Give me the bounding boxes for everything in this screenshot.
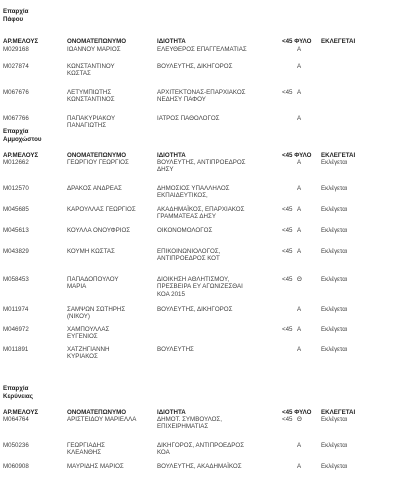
candidate-name-line: ΔΡΑΚΟΣ ΑΝΔΡΕΑΣ	[67, 185, 122, 192]
region-title	[3, 385, 33, 401]
gender: Α	[297, 227, 302, 234]
candidate-name-line: ΧΑΜΠΟΥΛΛΑΣ	[67, 326, 110, 333]
candidate-name-line: ΚΛΕΑΝΘΗΣ	[67, 449, 102, 457]
candidate-name	[67, 46, 157, 53]
member-id: M012662	[3, 159, 29, 166]
under-45-flag: <45	[282, 326, 293, 333]
under-45-flag: <45	[282, 248, 293, 255]
region-title-line: Επαρχία	[3, 128, 29, 135]
member-id: M067676	[3, 89, 29, 96]
occupation-line: ΔΗΣΥ	[157, 166, 174, 174]
occupation	[157, 227, 275, 234]
occupation-header: ΙΔΙΟΤΗΤΑ	[157, 409, 186, 416]
candidate-name	[67, 416, 157, 423]
occupation-line: ΔΙΟΙΚΗΣΗ ΑΘΛΗΤΙΣΜΟΥ,	[157, 276, 230, 283]
elected-status: Εκλέγεται	[321, 185, 348, 192]
occupation-line: ΑΚΑΔΗΜΑΪΚΟΣ, ΕΠΑΡΧΙΑΚΟΣ	[157, 206, 245, 213]
candidate-name-line: (ΝΙΚΟΥ)	[67, 313, 90, 321]
candidate-name-line: ΜΑΡΙΑ	[67, 283, 87, 291]
member-id: M012570	[3, 185, 29, 192]
occupation-header: ΙΔΙΟΤΗΤΑ	[157, 38, 186, 45]
occupation-line: ΑΝΤΙΠΡΟΕΔΡΟΣ ΚΟΤ	[157, 255, 220, 263]
candidate-name-line: ΚΥΡΙΑΚΟΣ	[67, 353, 98, 361]
candidate-name-line: ΣΑΜΨΩΝ ΣΩΤΗΡΗΣ	[67, 306, 126, 313]
candidate-name-line: ΚΩΝΣΤΑΝΤΙΝΟΥ	[67, 63, 115, 70]
gender: Α	[297, 306, 302, 313]
occupation	[157, 89, 275, 104]
name-header: ΟΝΟΜΑΤΕΠΩΝΥΜΟ	[67, 152, 127, 159]
elected-status: Εκλέγεται	[321, 326, 348, 333]
age-gender-header: <45 ΦΥΛΟ	[282, 152, 312, 159]
member-id: M027874	[3, 63, 29, 70]
occupation-line: ΕΠΙΧΕΙΡΗΜΑΤΙΑΣ	[157, 423, 209, 431]
candidate-name	[67, 326, 157, 341]
candidate-name-line: ΑΡΙΣΤΕΙΔΟΥ ΜΑΡΙΕΛΛΑ	[67, 416, 137, 423]
region-title-line: Επαρχία	[3, 8, 29, 15]
candidate-name	[67, 159, 157, 166]
candidate-name-line: ΚΩΣΤΑΣ	[67, 70, 91, 78]
region-title	[3, 128, 41, 144]
occupation-line: ΙΑΤΡΟΣ ΠΑΘΟΛΟΓΟΣ	[157, 115, 220, 122]
region-title-line: Κερύνειας	[3, 392, 33, 400]
gender: Α	[297, 63, 302, 70]
candidate-name	[67, 463, 157, 470]
elected-status: Εκλέγεται	[321, 442, 348, 449]
candidate-name	[67, 206, 157, 213]
candidate-name	[67, 63, 157, 78]
candidate-name-line: ΛΕΤΥΜΠΙΩΤΗΣ	[67, 89, 112, 96]
under-45-flag: <45	[282, 416, 293, 423]
occupation-line: ΝΕΔΗΣΥ ΠΑΦΟΥ	[157, 96, 206, 104]
candidate-name	[67, 306, 157, 321]
occupation-header: ΙΔΙΟΤΗΤΑ	[157, 152, 186, 159]
occupation	[157, 185, 275, 200]
occupation	[157, 463, 275, 470]
gender: Α	[297, 463, 302, 470]
candidate-name	[67, 89, 157, 104]
occupation	[157, 442, 275, 457]
candidate-name	[67, 276, 157, 291]
occupation-line: ΔΗΜΟΣΙΟΣ ΥΠΑΛΛΗΛΟΣ	[157, 185, 230, 192]
elected-status: Εκλέγεται	[321, 276, 348, 283]
member-id-header: ΑΡ.ΜΕΛΟΥΣ	[3, 152, 39, 159]
occupation-line: ΟΙΚΟΝΟΜΟΛΟΓΟΣ	[157, 227, 213, 234]
elected-status: Εκλέγεται	[321, 248, 348, 255]
elected-status: Εκλέγεται	[321, 463, 348, 470]
name-header: ΟΝΟΜΑΤΕΠΩΝΥΜΟ	[67, 38, 127, 45]
region-title	[3, 8, 28, 24]
candidate-name	[67, 442, 157, 457]
candidate-name-line: ΧΑΤΖΗΓΙΑΝΝΗ	[67, 346, 110, 353]
elected-status: Εκλέγεται	[321, 346, 348, 353]
gender: Α	[297, 248, 302, 255]
occupation-line: ΠΡΕΣΒΕΙΡΑ ΕΥ ΑΓΩΝΙΖΕΣΘΑΙ	[157, 283, 243, 291]
candidate-name-line: ΜΑΥΡΙΔΗΣ ΜΑΡΙΟΣ	[67, 463, 124, 470]
occupation-line: ΒΟΥΛΕΥΤΗΣ	[157, 346, 194, 353]
candidate-name	[67, 185, 157, 192]
elected-status: Εκλέγεται	[321, 227, 348, 234]
candidate-name-line: ΚΑΡΟΥΛΛΑΣ ΓΕΩΡΓΙΟΣ	[67, 206, 136, 213]
member-id: M045613	[3, 227, 29, 234]
member-id-header: ΑΡ.ΜΕΛΟΥΣ	[3, 409, 39, 416]
candidate-name	[67, 248, 157, 255]
candidate-name-line: ΙΩΑΝΝΟΥ ΜΑΡΙΟΣ	[67, 46, 121, 53]
member-id: M011974	[3, 306, 29, 313]
member-id-header: ΑΡ.ΜΕΛΟΥΣ	[3, 38, 39, 45]
member-id: M058453	[3, 276, 29, 283]
occupation-line: ΕΚΠΑΙΔΕΥΤΙΚΟΣ,	[157, 192, 208, 200]
candidate-name	[67, 227, 157, 234]
member-id: M060908	[3, 463, 29, 470]
member-id: M067766	[3, 115, 29, 122]
gender: Α	[297, 159, 302, 166]
member-id: M045685	[3, 206, 29, 213]
elected-status: Εκλέγεται	[321, 206, 348, 213]
under-45-flag: <45	[282, 206, 293, 213]
occupation-line: ΒΟΥΛΕΥΤΗΣ, ΔΙΚΗΓΟΡΟΣ	[157, 306, 233, 313]
candidate-name	[67, 346, 157, 361]
gender: Α	[297, 115, 302, 122]
member-id: M050236	[3, 442, 29, 449]
under-45-flag: <45	[282, 276, 293, 283]
under-45-flag: <45	[282, 89, 293, 96]
candidate-name	[67, 115, 157, 130]
elected-header: ΕΚΛΕΓΕΤΑΙ	[321, 38, 356, 45]
region-title-line: Πάφου	[3, 15, 24, 23]
candidate-name-line: ΠΑΠΑΚΥΡΙΑΚΟΥ	[67, 115, 116, 122]
candidate-name-line: ΓΕΩΡΓΙΟΥ ΓΕΩΡΓΙΟΣ	[67, 159, 129, 166]
gender: Α	[297, 326, 302, 333]
occupation	[157, 206, 275, 221]
elected-status: Εκλέγεται	[321, 159, 348, 166]
elected-status: Εκλέγεται	[321, 306, 348, 313]
candidate-name-line: ΠΑΝΑΓΙΩΤΗΣ	[67, 122, 107, 130]
candidate-name-line: ΚΟΥΜΗ ΚΩΣΤΑΣ	[67, 248, 115, 255]
candidate-name-line: ΕΥΓΕΝΙΟΣ	[67, 333, 98, 341]
occupation	[157, 159, 275, 174]
member-id: M011891	[3, 346, 29, 353]
gender: Α	[297, 89, 302, 96]
elected-header: ΕΚΛΕΓΕΤΑΙ	[321, 152, 356, 159]
member-id: M029168	[3, 46, 29, 53]
occupation	[157, 248, 275, 263]
age-gender-header: <45 ΦΥΛΟ	[282, 409, 312, 416]
region-title-line: Αμμοχώστου	[3, 135, 42, 143]
occupation	[157, 416, 275, 431]
occupation-line: ΚΟΑ	[157, 449, 170, 457]
elected-status: Εκλέγεται	[321, 416, 348, 423]
occupation	[157, 63, 275, 70]
occupation-line: ΚΟΑ 2015	[157, 290, 185, 298]
occupation	[157, 46, 275, 53]
elected-header: ΕΚΛΕΓΕΤΑΙ	[321, 409, 356, 416]
candidate-name-line: ΚΟΥΛΛΑ ΟΝΟΥΦΡΙΟΣ	[67, 227, 131, 234]
occupation	[157, 346, 275, 353]
gender: Α	[297, 206, 302, 213]
under-45-flag: <45	[282, 227, 293, 234]
gender: Θ	[297, 276, 302, 283]
candidate-name-line: ΚΩΝΣΤΑΝΤΙΝΟΣ	[67, 96, 115, 104]
age-gender-header: <45 ΦΥΛΟ	[282, 38, 312, 45]
occupation-line: ΔΙΚΗΓΟΡΟΣ, ΑΝΤΙΠΡΟΕΔΡΟΣ	[157, 442, 245, 449]
occupation	[157, 115, 275, 122]
occupation-line: ΒΟΥΛΕΥΤΗΣ, ΑΝΤΙΠΡΟΕΔΡΟΣ	[157, 159, 246, 166]
gender: Α	[297, 46, 302, 53]
occupation-line: ΔΗΜΟΤ. ΣΥΜΒΟΥΛΟΣ,	[157, 416, 222, 423]
gender: Α	[297, 346, 302, 353]
member-id: M064764	[3, 416, 29, 423]
occupation-line: ΒΟΥΛΕΥΤΗΣ, ΔΙΚΗΓΟΡΟΣ	[157, 63, 233, 70]
occupation-line: ΓΡΑΜΜΑΤΕΑΣ ΔΗΣΥ	[157, 213, 216, 221]
occupation	[157, 306, 275, 313]
occupation-line: ΕΠΙΚΟΙΝΩΝΙΟΛΟΓΟΣ,	[157, 248, 221, 255]
gender: Θ	[297, 416, 302, 423]
occupation-line: ΒΟΥΛΕΥΤΗΣ, ΑΚΑΔΗΜΑΪΚΟΣ	[157, 463, 242, 470]
name-header: ΟΝΟΜΑΤΕΠΩΝΥΜΟ	[67, 409, 127, 416]
candidate-name-line: ΠΑΠΑΔΟΠΟΥΛΟΥ	[67, 276, 119, 283]
occupation-line: ΑΡΧΙΤΕΚΤΟΝΑΣ-ΕΠΑΡΧΙΑΚΟΣ	[157, 89, 246, 96]
occupation-line: ΕΛΕΥΘΕΡΟΣ ΕΠΑΓΓΕΛΜΑΤΙΑΣ	[157, 46, 247, 53]
gender: Α	[297, 185, 302, 192]
member-id: M046972	[3, 326, 29, 333]
gender: Α	[297, 442, 302, 449]
candidate-name-line: ΓΕΩΡΓΙΑΔΗΣ	[67, 442, 105, 449]
occupation	[157, 276, 275, 298]
region-title-line: Επαρχία	[3, 385, 29, 392]
member-id: M043829	[3, 248, 29, 255]
